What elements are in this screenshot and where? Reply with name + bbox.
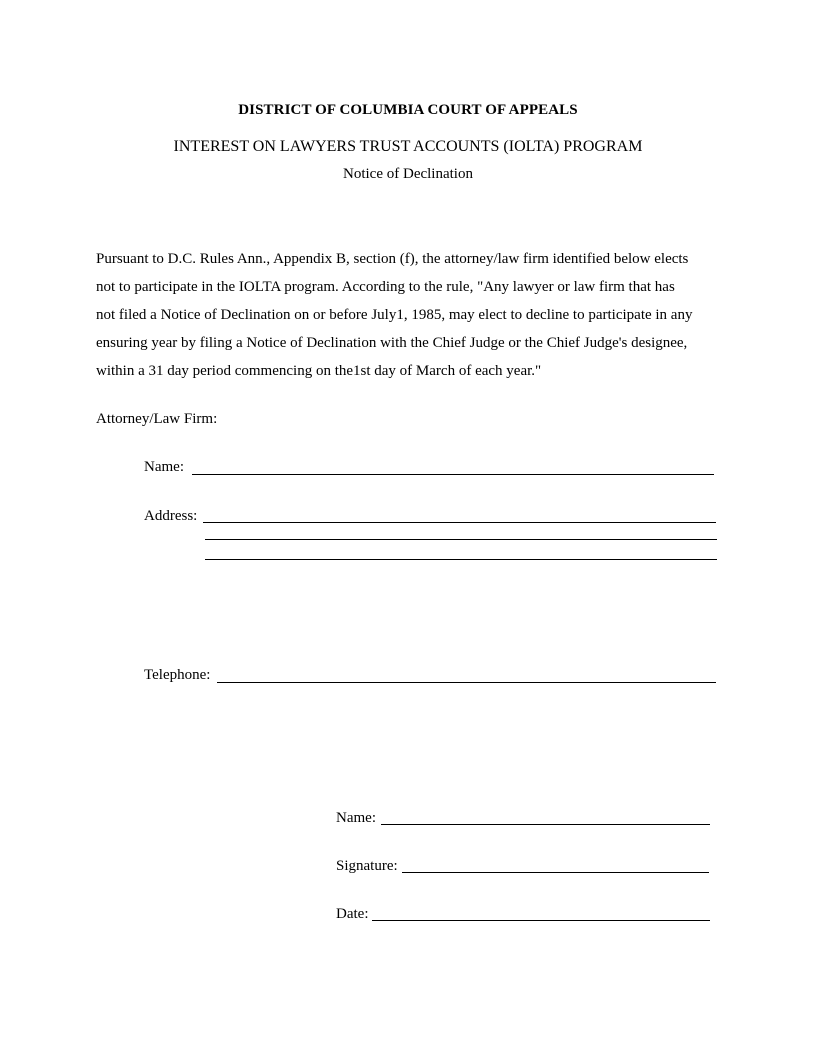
telephone-label: Telephone: <box>144 667 211 683</box>
telephone-field[interactable] <box>217 682 716 683</box>
paragraph-line: not filed a Notice of Declination on or before July1, 1985, may elect to decline to participate in any <box>96 307 693 323</box>
address-field-line-3[interactable] <box>205 559 717 560</box>
signer-name-field[interactable] <box>381 824 710 825</box>
signer-name-label: Name: <box>336 810 376 826</box>
paragraph-line: ensuring year by filing a Notice of Declination with the Chief Judge or the Chief Judge's designee, <box>96 335 688 351</box>
address-label: Address: <box>144 508 198 524</box>
signature-label: Signature: <box>336 858 398 874</box>
date-field[interactable] <box>372 920 710 921</box>
firm-heading: Attorney/Law Firm: <box>96 411 218 427</box>
notice-title: Notice of Declination <box>343 166 473 182</box>
address-field-line-1[interactable] <box>203 522 716 523</box>
paragraph-line: within a 31 day period commencing on the1st day of March of each year." <box>96 363 542 379</box>
firm-name-field[interactable] <box>192 474 714 475</box>
paragraph-line: Pursuant to D.C. Rules Ann., Appendix B, section (f), the attorney/law firm identified below elects <box>96 251 689 267</box>
program-title: INTEREST ON LAWYERS TRUST ACCOUNTS (IOLTA) PROGRAM <box>173 138 643 155</box>
firm-name-label: Name: <box>144 459 184 475</box>
court-title: DISTRICT OF COLUMBIA COURT OF APPEALS <box>238 102 578 118</box>
address-field-line-2[interactable] <box>205 539 717 540</box>
date-label: Date: <box>336 906 369 922</box>
signature-field[interactable] <box>402 872 709 873</box>
paragraph-line: not to participate in the IOLTA program. According to the rule, "Any lawyer or law firm that has <box>96 279 675 295</box>
